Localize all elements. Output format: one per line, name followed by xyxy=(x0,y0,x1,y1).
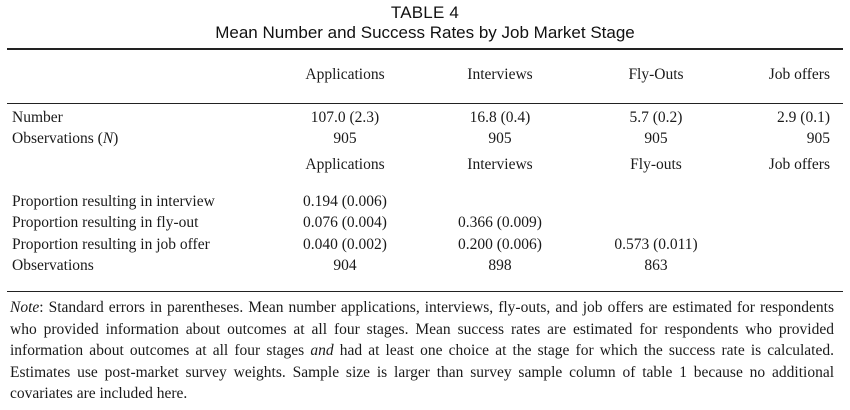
obs-applications: 905 xyxy=(333,130,357,147)
row-label-number: Number xyxy=(12,109,63,126)
table-title: Mean Number and Success Rates by Job Market Stage xyxy=(215,23,635,42)
observations-label-prefix: Observations ( xyxy=(12,130,103,147)
bottom-rule xyxy=(7,291,843,292)
row-label-observations-n xyxy=(12,130,118,148)
row-label-observations: Observations xyxy=(12,257,94,274)
observations-label-suffix: ) xyxy=(113,130,119,147)
subheader-flyouts: Fly-outs xyxy=(630,156,682,173)
obs-flyouts: 905 xyxy=(644,130,668,147)
subheader-applications: Applications xyxy=(305,156,385,173)
number-job-offers: 2.9 (0.1) xyxy=(777,109,830,126)
offer-from-interviews: 0.200 (0.006) xyxy=(458,236,542,253)
table-number: TABLE 4 xyxy=(390,3,460,22)
row-label-flyout: Proportion resulting in fly-out xyxy=(12,214,199,231)
note-lead: Note xyxy=(10,299,40,316)
header-interviews: Interviews xyxy=(467,66,533,83)
number-flyouts: 5.7 (0.2) xyxy=(629,109,683,126)
offer-from-flyouts: 0.573 (0.011) xyxy=(614,236,698,253)
obs-job-offers: 905 xyxy=(806,130,830,147)
header-job-offers: Job offers xyxy=(768,66,830,83)
note-text-2: had at least one choice at the stage for which the success rate is calculated. Estimates use post-market survey weights. Sample size is larger than survey sample column of table 1 because no additional covariates are included here. xyxy=(10,342,834,402)
subheader-job-offers: Job offers xyxy=(768,156,830,173)
header-flyouts: Fly-Outs xyxy=(628,66,684,83)
subheader-interviews: Interviews xyxy=(467,156,533,173)
top-rule xyxy=(7,48,843,50)
note-emphasis: and xyxy=(310,342,334,359)
number-interviews: 16.8 (0.4) xyxy=(469,109,531,126)
header-applications: Applications xyxy=(305,66,385,83)
offer-from-applications: 0.040 (0.002) xyxy=(303,236,387,253)
flyout-from-interviews: 0.366 (0.009) xyxy=(458,214,542,231)
observations-label-var: N xyxy=(102,130,114,147)
number-applications: 107.0 (2.3) xyxy=(310,109,380,126)
note-text-1: : Standard errors in parentheses. Mean number applications, interviews, fly-outs, and job offers are estimated for respondents who provided information about outcomes at all four stages. Mean success rates are estimated for respondents who provided information about outcomes at all four stages xyxy=(10,299,834,359)
obs-b-interviews: 898 xyxy=(488,257,512,274)
obs-b-flyouts: 863 xyxy=(644,257,668,274)
table-note xyxy=(10,297,834,405)
header-rule xyxy=(7,103,843,104)
obs-b-applications: 904 xyxy=(333,257,357,274)
row-label-interview: Proportion resulting in interview xyxy=(12,193,215,210)
row-label-job-offer: Proportion resulting in job offer xyxy=(12,236,210,253)
flyout-from-applications: 0.076 (0.004) xyxy=(303,214,387,231)
obs-interviews: 905 xyxy=(488,130,512,147)
interview-from-applications: 0.194 (0.006) xyxy=(303,193,387,210)
